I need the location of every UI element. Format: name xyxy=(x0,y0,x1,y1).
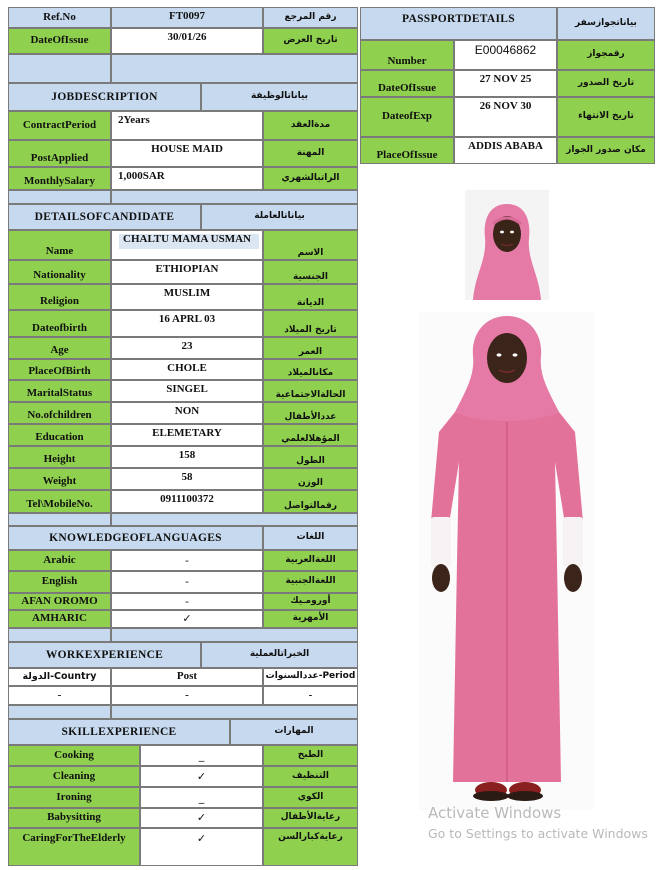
candidate-field-label-ar: الجنسية xyxy=(263,260,358,284)
candidate-field-label-ar: الوزن xyxy=(263,468,358,490)
language-label: AMHARIC xyxy=(8,610,111,628)
languages-heading: KNOWLEDGEOFLANGUAGES xyxy=(8,526,263,550)
work-heading-ar: الخبراتالعملية xyxy=(201,642,358,668)
candidate-field-label: No.ofchildren xyxy=(8,402,111,424)
ref-no-label-ar: رقم المرجع xyxy=(263,7,358,28)
language-level: - xyxy=(111,571,263,593)
language-label-ar: اللغةالعربية xyxy=(263,550,358,571)
date-of-issue-label-ar: تاريخ العرض xyxy=(263,28,358,54)
language-label-ar: أورومـيك xyxy=(263,593,358,610)
candidate-field-value: CHOLE xyxy=(111,359,263,380)
work-heading: WORKEXPERIENCE xyxy=(8,642,201,668)
languages-heading-ar: اللغات xyxy=(263,526,358,550)
candidate-field-value: 0911100372 xyxy=(111,490,263,513)
ref-no-value: FT0097 xyxy=(111,7,263,28)
portrait-photo xyxy=(465,190,549,300)
passport-place-value: ADDIS ABABA xyxy=(454,137,557,164)
spacer-row xyxy=(8,705,111,719)
candidate-heading-ar: بياناتالعاملة xyxy=(201,204,358,230)
candidate-field-value: 23 xyxy=(111,337,263,359)
spacer-row xyxy=(111,513,358,526)
language-label-ar: اللغةالجنبية xyxy=(263,571,358,593)
candidate-field-value: ELEMETARY xyxy=(111,424,263,446)
candidate-field-label: Religion xyxy=(8,284,111,310)
language-label: AFAN OROMO xyxy=(8,593,111,610)
activate-windows-subtitle: Go to Settings to activate Windows xyxy=(428,826,648,841)
candidate-field-label-ar: المؤهلالعلمي xyxy=(263,424,358,446)
candidate-field-label: MaritalStatus xyxy=(8,380,111,402)
date-of-issue-value: 30/01/26 xyxy=(111,28,263,54)
passport-issue-label: DateOfIssue xyxy=(360,70,454,97)
candidate-field-label-ar: الديانة xyxy=(263,284,358,310)
skill-label: Ironing xyxy=(8,787,140,808)
candidate-field-label-ar: تاريخ الميلاد xyxy=(263,310,358,337)
contract-period-label-ar: مدةالعقد xyxy=(263,111,358,140)
portrait-figure xyxy=(465,190,549,300)
language-level: ✓ xyxy=(111,610,263,628)
passport-issue-label-ar: تاريخ الصدور xyxy=(557,70,655,97)
skill-level: ✓ xyxy=(140,808,263,828)
skill-label-ar: رعايةالأطفال xyxy=(263,808,358,828)
skill-label: Babysitting xyxy=(8,808,140,828)
skill-label-ar: التنظيف xyxy=(263,766,358,787)
candidate-field-value: SINGEL xyxy=(111,380,263,402)
spacer-row xyxy=(8,54,111,83)
language-label: Arabic xyxy=(8,550,111,571)
skill-label-ar: رعايةكبارالسن xyxy=(263,828,358,866)
job-heading: JOBDESCRIPTION xyxy=(8,83,201,111)
passport-place-label-ar: مكان صدور الجواز xyxy=(557,137,655,164)
post-applied-value: HOUSE MAID xyxy=(111,140,263,167)
skill-label: CaringForTheElderly xyxy=(8,828,140,866)
spacer-row xyxy=(8,190,111,204)
spacer-row xyxy=(8,513,111,526)
skill-label: Cooking xyxy=(8,745,140,766)
contract-period-label: ContractPeriod xyxy=(8,111,111,140)
date-of-issue-label: DateOfIssue xyxy=(8,28,111,54)
candidate-field-label: Weight xyxy=(8,468,111,490)
activate-windows-title: Activate Windows xyxy=(428,804,562,822)
skills-heading: SKILLEXPERIENCE xyxy=(8,719,230,745)
spacer-row xyxy=(111,54,358,83)
candidate-field-label: Dateofbirth xyxy=(8,310,111,337)
candidate-field-label: Education xyxy=(8,424,111,446)
monthly-salary-value: 1,000SAR xyxy=(111,167,263,190)
passport-expiry-value: 26 NOV 30 xyxy=(454,97,557,137)
candidate-field-label: Name xyxy=(8,230,111,260)
passport-issue-value: 27 NOV 25 xyxy=(454,70,557,97)
ref-no-label: Ref.No xyxy=(8,7,111,28)
work-period-value: - xyxy=(263,686,358,705)
skill-level: ✓ xyxy=(140,766,263,787)
language-level: - xyxy=(111,593,263,610)
candidate-field-label-ar: الاسم xyxy=(263,230,358,260)
candidate-field-value: NON xyxy=(111,402,263,424)
post-applied-label: PostApplied xyxy=(8,140,111,167)
spacer-row xyxy=(111,190,358,204)
candidate-field-label-ar: الحالةالاجتماعية xyxy=(263,380,358,402)
candidate-field-label-ar: الطول xyxy=(263,446,358,468)
work-col-post: Post xyxy=(111,668,263,686)
candidate-field-label-ar: العمر xyxy=(263,337,358,359)
work-country-value: - xyxy=(8,686,111,705)
passport-expiry-label: DateofExp xyxy=(360,97,454,137)
skill-label: Cleaning xyxy=(8,766,140,787)
spacer-row xyxy=(111,628,358,642)
candidate-field-label-ar: مكانالميلاد xyxy=(263,359,358,380)
full-body-figure xyxy=(419,312,594,810)
candidate-heading: DETAILSOFCANDIDATE xyxy=(8,204,201,230)
passport-number-value: E00046862 xyxy=(454,40,557,70)
candidate-field-label-ar: رقمالتواصل xyxy=(263,490,358,513)
skills-heading-ar: المهارات xyxy=(230,719,358,745)
passport-number-label: Number xyxy=(360,40,454,70)
contract-period-value: 2Years xyxy=(111,111,263,140)
language-level: - xyxy=(111,550,263,571)
spacer-row xyxy=(8,628,111,642)
monthly-salary-label-ar: الراتبالشهري xyxy=(263,167,358,190)
spacer-row xyxy=(111,705,358,719)
job-heading-ar: بياناتالوظيفة xyxy=(201,83,358,111)
candidate-field-value: CHALTU MAMA USMAN xyxy=(111,230,263,260)
passport-place-label: PlaceOfIssue xyxy=(360,137,454,164)
skill-label-ar: الكوي xyxy=(263,787,358,808)
full-body-photo xyxy=(419,312,594,810)
skill-level: _ xyxy=(140,745,263,766)
passport-expiry-label-ar: تاريخ الانتهاء xyxy=(557,97,655,137)
candidate-field-value: 16 APRL 03 xyxy=(111,310,263,337)
passport-heading-ar: بياناتجوازسفر xyxy=(557,7,655,40)
passport-heading: PASSPORTDETAILS xyxy=(360,7,557,40)
post-applied-label-ar: المهنة xyxy=(263,140,358,167)
work-col-country: الدولة-Country xyxy=(8,668,111,686)
work-col-period: عددالسنوات-Period xyxy=(263,668,358,686)
language-label-ar: الأمهرية xyxy=(263,610,358,628)
work-post-value: - xyxy=(111,686,263,705)
candidate-field-label: Age xyxy=(8,337,111,359)
language-label: English xyxy=(8,571,111,593)
skill-label-ar: الطبخ xyxy=(263,745,358,766)
candidate-field-value: 58 xyxy=(111,468,263,490)
candidate-field-value: ETHIOPIAN xyxy=(111,260,263,284)
candidate-field-value: MUSLIM xyxy=(111,284,263,310)
candidate-field-label-ar: عددالأطفال xyxy=(263,402,358,424)
skill-level: _ xyxy=(140,787,263,808)
candidate-field-label: Tel\MobileNo. xyxy=(8,490,111,513)
monthly-salary-label: MonthlySalary xyxy=(8,167,111,190)
candidate-field-value: 158 xyxy=(111,446,263,468)
passport-number-label-ar: رقمجواز xyxy=(557,40,655,70)
skill-level: ✓ xyxy=(140,828,263,866)
candidate-field-label: PlaceOfBirth xyxy=(8,359,111,380)
candidate-field-label: Nationality xyxy=(8,260,111,284)
candidate-field-label: Height xyxy=(8,446,111,468)
